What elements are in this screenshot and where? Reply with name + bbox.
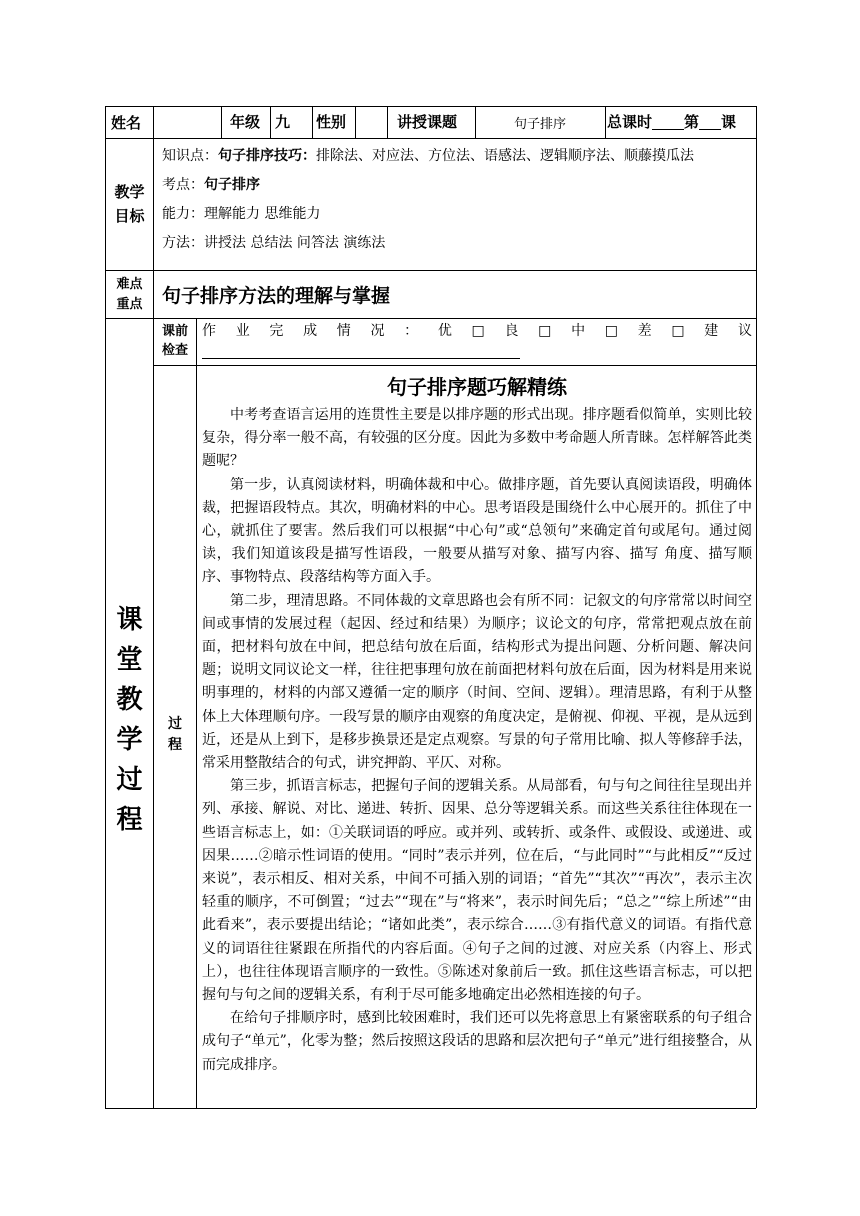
goals-content <box>162 142 756 258</box>
name-label: 姓名 <box>111 113 142 132</box>
step-label: 过 程 <box>168 716 182 753</box>
table-border <box>221 106 222 138</box>
precheck-content <box>202 320 752 366</box>
knowledge-rest: 排除法、对应法、方位法、语感法、逻辑顺序法、顺藤摸瓜法 <box>316 148 694 164</box>
paragraph: 第三步，抓语言标志，把握句子间的逻辑关系。从局部看，句与句之间往往呈现出并列、承接、解说、对比、递进、转折、因果、总分等逻辑关系。而这些关系往往体现在一些语言标志上，如：①关联词语的呼应。或并列、或转折、或条件、或假设、或递进、或因果……②暗示性词语的使用。“同时”表示并列，位在后，“与此同时”“与此相反”“反过来说”，表示相反、相对关系，中间不可插入别的词语；“首先”“其次”“再次”，表示主次轻重的顺序，不可倒置；“过去”“现在”与“将来”，表示时间先后；“总之”“综上所述”“由此看来”，表示要提出结论；“诸如此类”，表示综合……③有指代意义的词语。有指代意义的词语往往紧跟在所指代的内容后面。④句子之间的过渡、对应关系（内容上、形式上），也往往体现语言顺序的一致性。⑤陈述对象前后一致。抓住这些语言标志，可以把握句与句之间的逻辑关系，有利于尽可能多地确定出必然相连接的句子。 <box>202 778 752 1004</box>
topic-value: 句子排序 <box>513 116 566 132</box>
paragraph: 中考考查语言运用的连贯性主要是以排序题的形式出现。排序题看似简单，实则比较复杂，得分率一般不高，有较强的区分度。因此为多数中考命题人所青睐。怎样解答此类题呢？ <box>202 407 752 470</box>
grade-label: 年级 <box>230 112 261 131</box>
table-border <box>105 1108 756 1109</box>
table-border <box>105 270 756 271</box>
method-line: 方法：讲授法 总结法 问答法 演练法 <box>162 235 386 251</box>
exam-prefix: 考点： <box>162 177 204 193</box>
table-border <box>355 106 356 138</box>
key-label: 难点 重点 <box>116 277 143 312</box>
topic-label: 讲授课题 <box>397 112 458 131</box>
total-label-c: 课 <box>721 112 737 131</box>
goals-label <box>106 180 153 228</box>
ability-line: 能力：理解能力 思维能力 <box>162 206 321 222</box>
table-border <box>387 106 388 138</box>
exam-bold: 句子排序 <box>204 177 260 193</box>
table-border <box>312 106 313 138</box>
table-border <box>756 106 757 1108</box>
gender-label: 性别 <box>316 112 347 131</box>
knowledge-prefix: 知识点： <box>162 148 218 164</box>
precheck-text: 作 业 完 成 情 况 ： 优 □ 良 □ 中 □ 差 □ 建 议 <box>202 323 752 339</box>
table-border <box>105 138 756 139</box>
paragraph: 在给句子排顺序时，感到比较困难时，我们还可以先将意思上有紧密联系的句子组合成句子“单元”，化零为整；然后按照这段话的思路和层次把句子“单元”进行组接整合，从而完成排序。 <box>202 1010 752 1073</box>
key-text: 句子排序方法的理解与掌握 <box>162 285 391 307</box>
table-border <box>153 106 154 1108</box>
total-blank <box>652 113 684 130</box>
table-border <box>105 318 756 319</box>
precheck-label: 课前 检查 <box>161 324 188 358</box>
goals-label-text: 教学 目标 <box>114 183 145 225</box>
process-content <box>202 370 752 1077</box>
process-label: 课 堂 教 学 过 程 <box>116 605 143 835</box>
total-label-b: 第 <box>684 112 700 131</box>
lesson-blank <box>699 113 721 130</box>
table-border <box>270 106 271 138</box>
table-border <box>605 106 606 138</box>
grade-value: 九 <box>275 112 291 131</box>
table-border <box>196 318 197 1108</box>
total-lessons <box>607 107 755 135</box>
knowledge-bold: 句子排序技巧： <box>218 148 316 164</box>
total-label-a: 总课时 <box>607 112 653 131</box>
process-title: 句子排序题巧解精练 <box>387 375 567 399</box>
exam-line <box>162 171 756 200</box>
paragraph: 第一步，认真阅读材料，明确体裁和中心。做排序题，首先要认真阅读语段，明确体裁，把握语段特点。其次，明确材料的中心。思考语段是围绕什么中心展开的。抓住了中心，就抓住了要害。然后我们可以根据“中心句”或“总领句”来确定首句或尾句。通过阅读，我们知道该段是描写性语段，一般要从描写对象、描写内容、描写 角度、描写顺序、事物特点、段落结构等方面入手。 <box>202 476 752 586</box>
knowledge-line <box>162 142 756 171</box>
paragraph: 第二步，理清思路。不同体裁的文章思路也会有所不同：记叙文的句序常常以时间空间或事情的发展过程（起因、经过和结果）为顺序；议论文的句序，常常把观点放在前面，把材料句放在中间，把总结句放在后面，结构形式为提出问题、分析问题、解决问题；说明文同议论文一样，往往把事理句放在前面把材料句放在后面，因为材料是用来说明事理的，材料的内部又遵循一定的顺序（时间、空间、逻辑）。理清思路，有利于从整体上大体理顺句序。一段写景的顺序由观察的角度决定，是俯视、仰视、平视，是从远到近，还是从上到下，是移步换景还是定点观察。写景的句子常用比喻、拟人等修辞手法，常采用整散结合的句式，讲究押韵、平仄、对称。 <box>202 592 752 772</box>
suggestion-blank <box>202 342 520 359</box>
